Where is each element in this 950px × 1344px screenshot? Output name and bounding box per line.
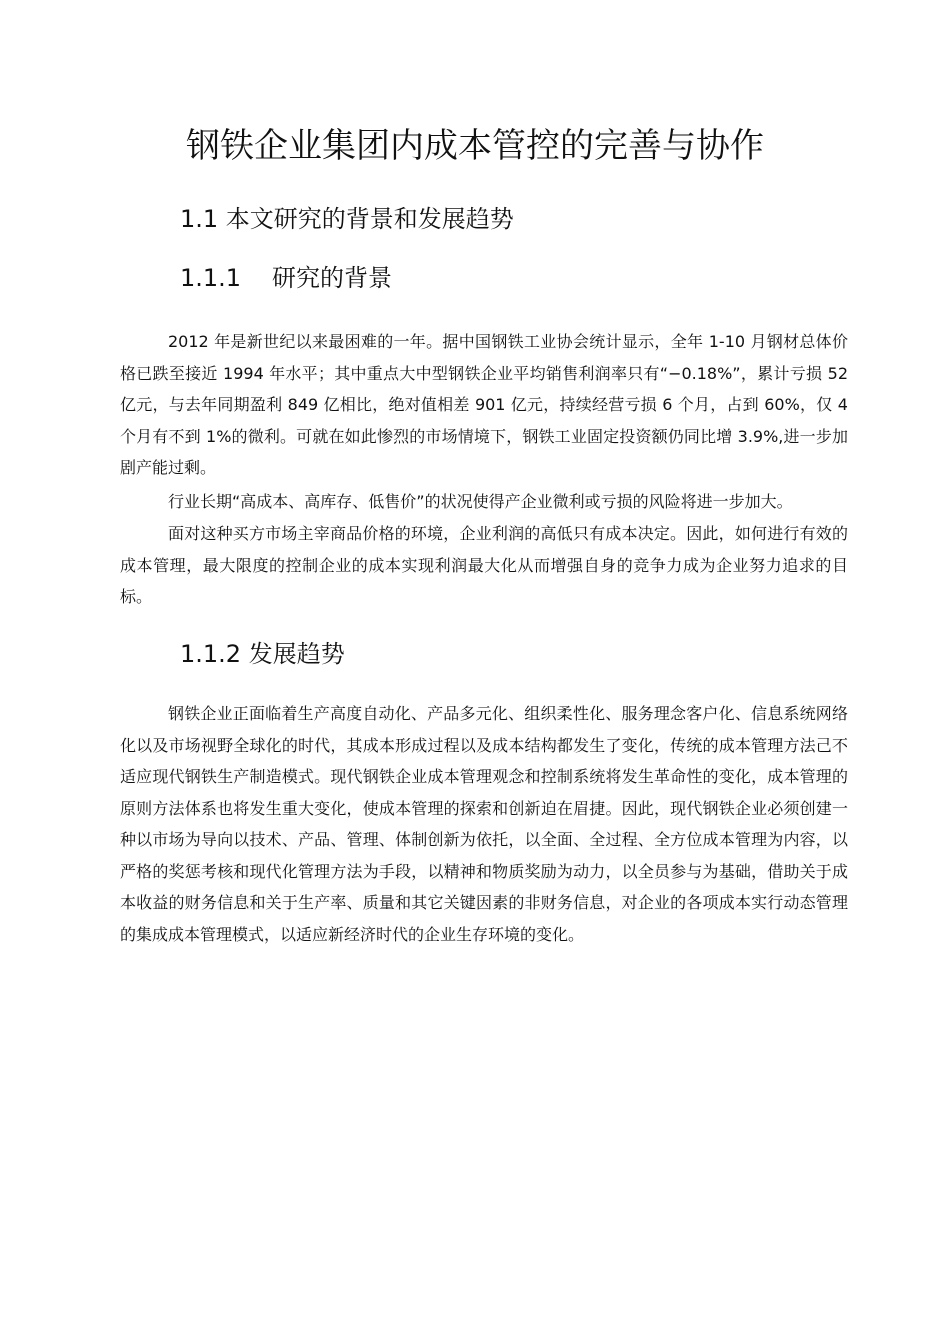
section-number: 1.1.1 <box>180 264 242 292</box>
section-heading-1-1-1 <box>180 261 392 295</box>
paragraph-background-3: 面对这种买方市场主宰商品价格的环境，企业利润的高低只有成本决定。因此，如何进行有效的成本管理，最大限度的控制企业的成本实现利润最大化从而增强自身的竞争力成为企业努力追求的目标。 <box>120 524 848 606</box>
paragraph-background-2: 行业长期“高成本、高库存、低售价”的状况使得产企业微利或亏损的风险将进一步加大。 <box>168 492 793 511</box>
section-heading-1-1: 1.1 本文研究的背景和发展趋势 <box>180 205 514 233</box>
document-title: 钢铁企业集团内成本管控的完善与协作 <box>186 126 764 166</box>
paragraph-trend: 钢铁企业正面临着生产高度自动化、产品多元化、组织柔性化、服务理念客户化、信息系统网络化以及市场视野全球化的时代，其成本形成过程以及成本结构都发生了变化，传统的成本管理方法己不适应现代钢铁生产制造模式。现代钢铁企业成本管理观念和控制系统将发生革命性的变化，成本管理的原则方法体系也将发生重大变化，使成本管理的探索和创新迫在眉捷。因此，现代钢铁企业必须创建一种以市场为导向以技术、产品、管理、体制创新为依托，以全面、全过程、全方位成本管理为内容，以严格的奖惩考核和现代化管理方法为手段，以精神和物质奖励为动力，以全员参与为基础，借助关于成本收益的财务信息和关于生产率、质量和其它关键因素的非财务信息，对企业的各项成本实行动态管理的集成成本管理模式，以适应新经济时代的企业生存环境的变化。 <box>120 704 848 944</box>
section-label: 研究的背景 <box>272 264 392 292</box>
section-heading-1-1-2: 1.1.2 发展趋势 <box>180 640 345 668</box>
paragraph-background-1: 2012 年是新世纪以来最困难的一年。据中国钢铁工业协会统计显示，全年 1-10 月钢材总体价格已跌至接近 1994 年水平；其中重点大中型钢铁企业平均销售利润率只有“−0.18%”，累计亏损 52 亿元，与去年同期盈利 849 亿相比，绝对值相差 901 亿元，持续经营亏损 6 个月，占到 60%，仅 4 个月有不到 1%的微利。可就在如此惨烈的市场情境下，钢铁工业固定投资额仍同比增 3.9%,进一步加剧产能过剩。 <box>120 332 848 477</box>
